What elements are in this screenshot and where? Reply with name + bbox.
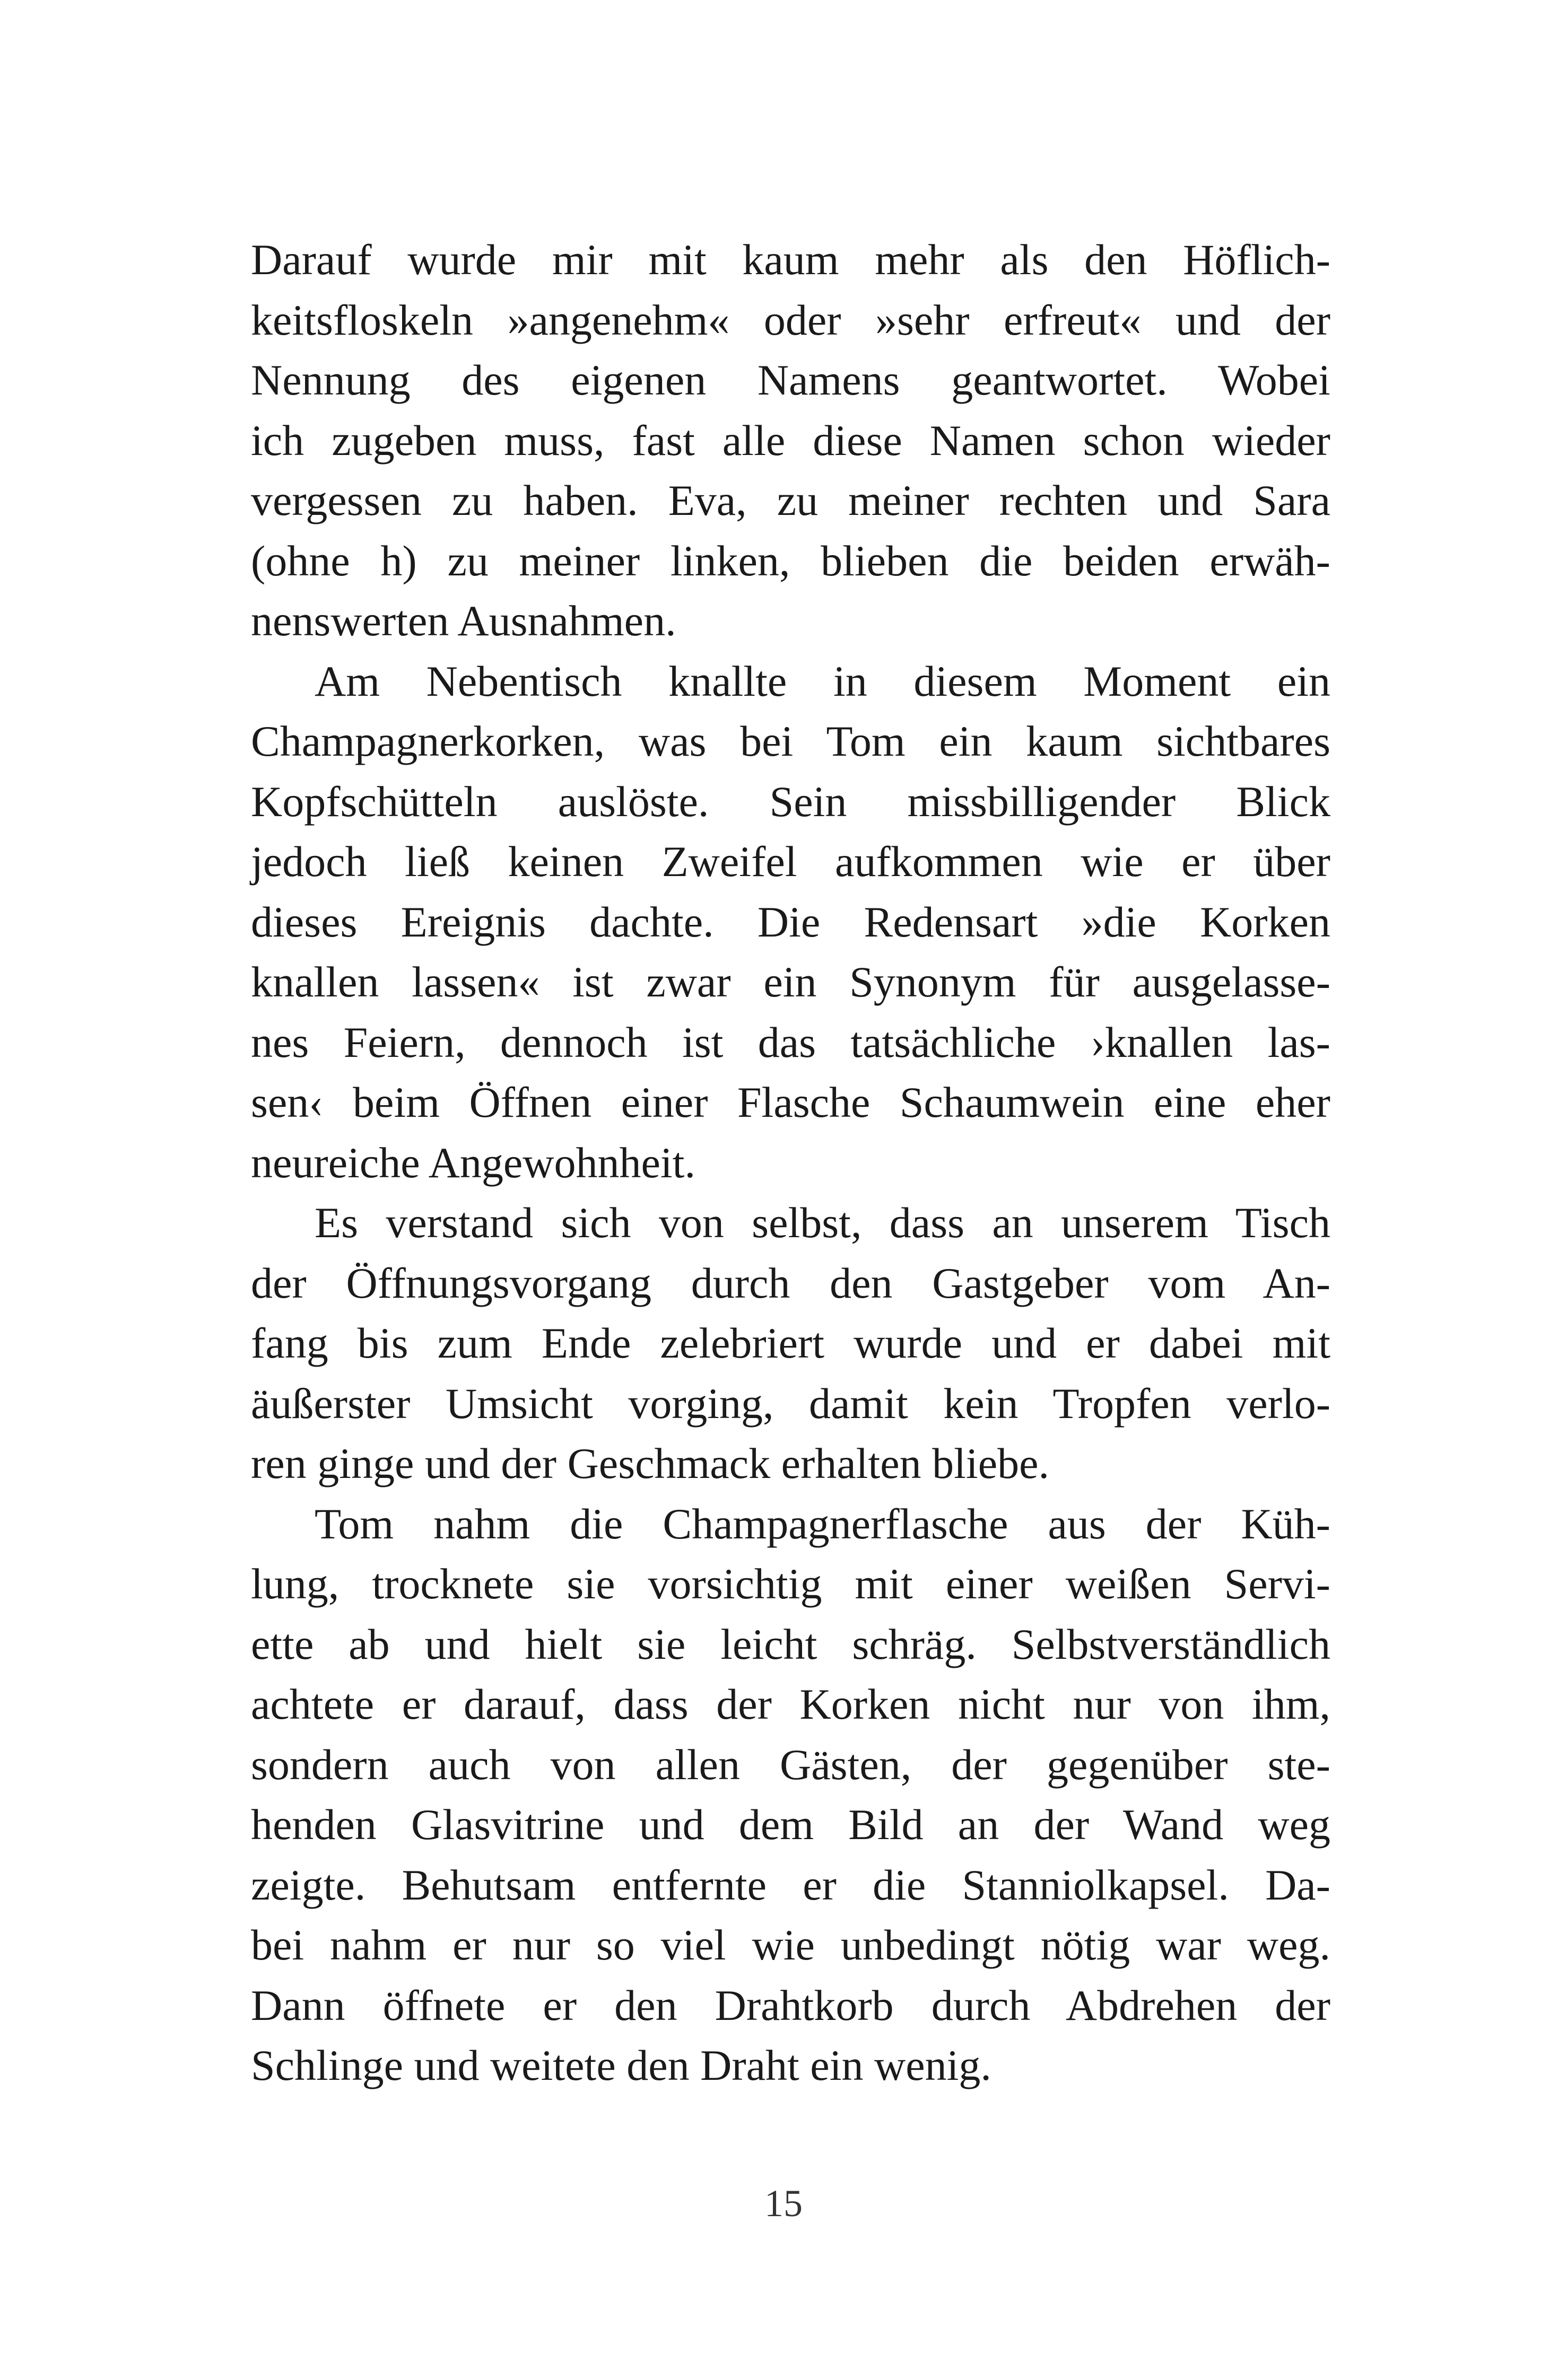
text-line: neureiche Angewohnheit.: [251, 1138, 695, 1187]
text-line: Champagnerkorken, was bei Tom ein kaum sichtbares: [251, 717, 1330, 765]
text-line: Kopfschütteln auslöste. Sein missbilligender Blick: [251, 777, 1330, 826]
text-line: keitsfloskeln »angenehm« oder »sehr erfreut« und der: [251, 295, 1330, 344]
text-line: ren ginge und der Geschmack erhalten bliebe.: [251, 1439, 1049, 1488]
text-line: der Öffnungsvorgang durch den Gastgeber vom An-: [251, 1258, 1330, 1307]
text-line: Darauf wurde mir mit kaum mehr als den Höflich-: [251, 235, 1330, 284]
text-line: Am Nebentisch knallte in diesem Moment ein: [315, 657, 1330, 705]
text-line: henden Glasvitrine und dem Bild an der Wand weg: [251, 1800, 1330, 1849]
text-line: sondern auch von allen Gästen, der gegenüber ste-: [251, 1740, 1330, 1789]
text-line: bei nahm er nur so viel wie unbedingt nötig war weg.: [251, 1921, 1330, 1969]
text-line: Schlinge und weitete den Draht ein wenig.: [251, 2041, 991, 2089]
text-line: sen‹ beim Öffnen einer Flasche Schaumwein eine eher: [251, 1078, 1330, 1126]
page-number: 15: [764, 2182, 803, 2225]
text-line: äußerster Umsicht vorging, damit kein Tropfen verlo-: [251, 1379, 1330, 1428]
text-line: fang bis zum Ende zelebriert wurde und er dabei mit: [251, 1319, 1330, 1367]
text-line: nenswerten Ausnahmen.: [251, 597, 676, 645]
text-line: achtete er darauf, dass der Korken nicht nur von ihm,: [251, 1680, 1330, 1728]
paragraph: [251, 230, 1330, 651]
body-text: [251, 230, 1330, 2096]
text-line: dieses Ereignis dachte. Die Redensart »die Korken: [251, 897, 1330, 946]
text-line: ich zugeben muss, fast alle diese Namen schon wieder: [251, 416, 1330, 465]
text-line: vergessen zu haben. Eva, zu meiner rechten und Sara: [251, 476, 1330, 524]
text-line: lung, trocknete sie vorsichtig mit einer weißen Servi-: [251, 1560, 1330, 1608]
paragraph: [251, 651, 1330, 1193]
text-line: zeigte. Behutsam entfernte er die Stanniolkapsel. Da-: [251, 1860, 1330, 1909]
paragraph: [251, 1494, 1330, 2096]
text-line: (ohne h) zu meiner linken, blieben die beiden erwäh-: [251, 536, 1330, 585]
text-line: nes Feiern, dennoch ist das tatsächliche ›knallen las-: [251, 1018, 1330, 1066]
text-line: Tom nahm die Champagnerflasche aus der Küh-: [315, 1499, 1330, 1548]
text-line: jedoch ließ keinen Zweifel aufkommen wie er über: [251, 837, 1330, 886]
text-line: Es verstand sich von selbst, dass an unserem Tisch: [315, 1198, 1330, 1247]
paragraph: [251, 1193, 1330, 1494]
text-line: Nennung des eigenen Namens geantwortet. Wobei: [251, 356, 1330, 404]
text-line: Dann öffnete er den Drahtkorb durch Abdrehen der: [251, 1981, 1330, 2029]
text-line: ette ab und hielt sie leicht schräg. Selbstverständlich: [251, 1620, 1330, 1668]
text-line: knallen lassen« ist zwar ein Synonym für ausgelasse-: [251, 958, 1330, 1006]
